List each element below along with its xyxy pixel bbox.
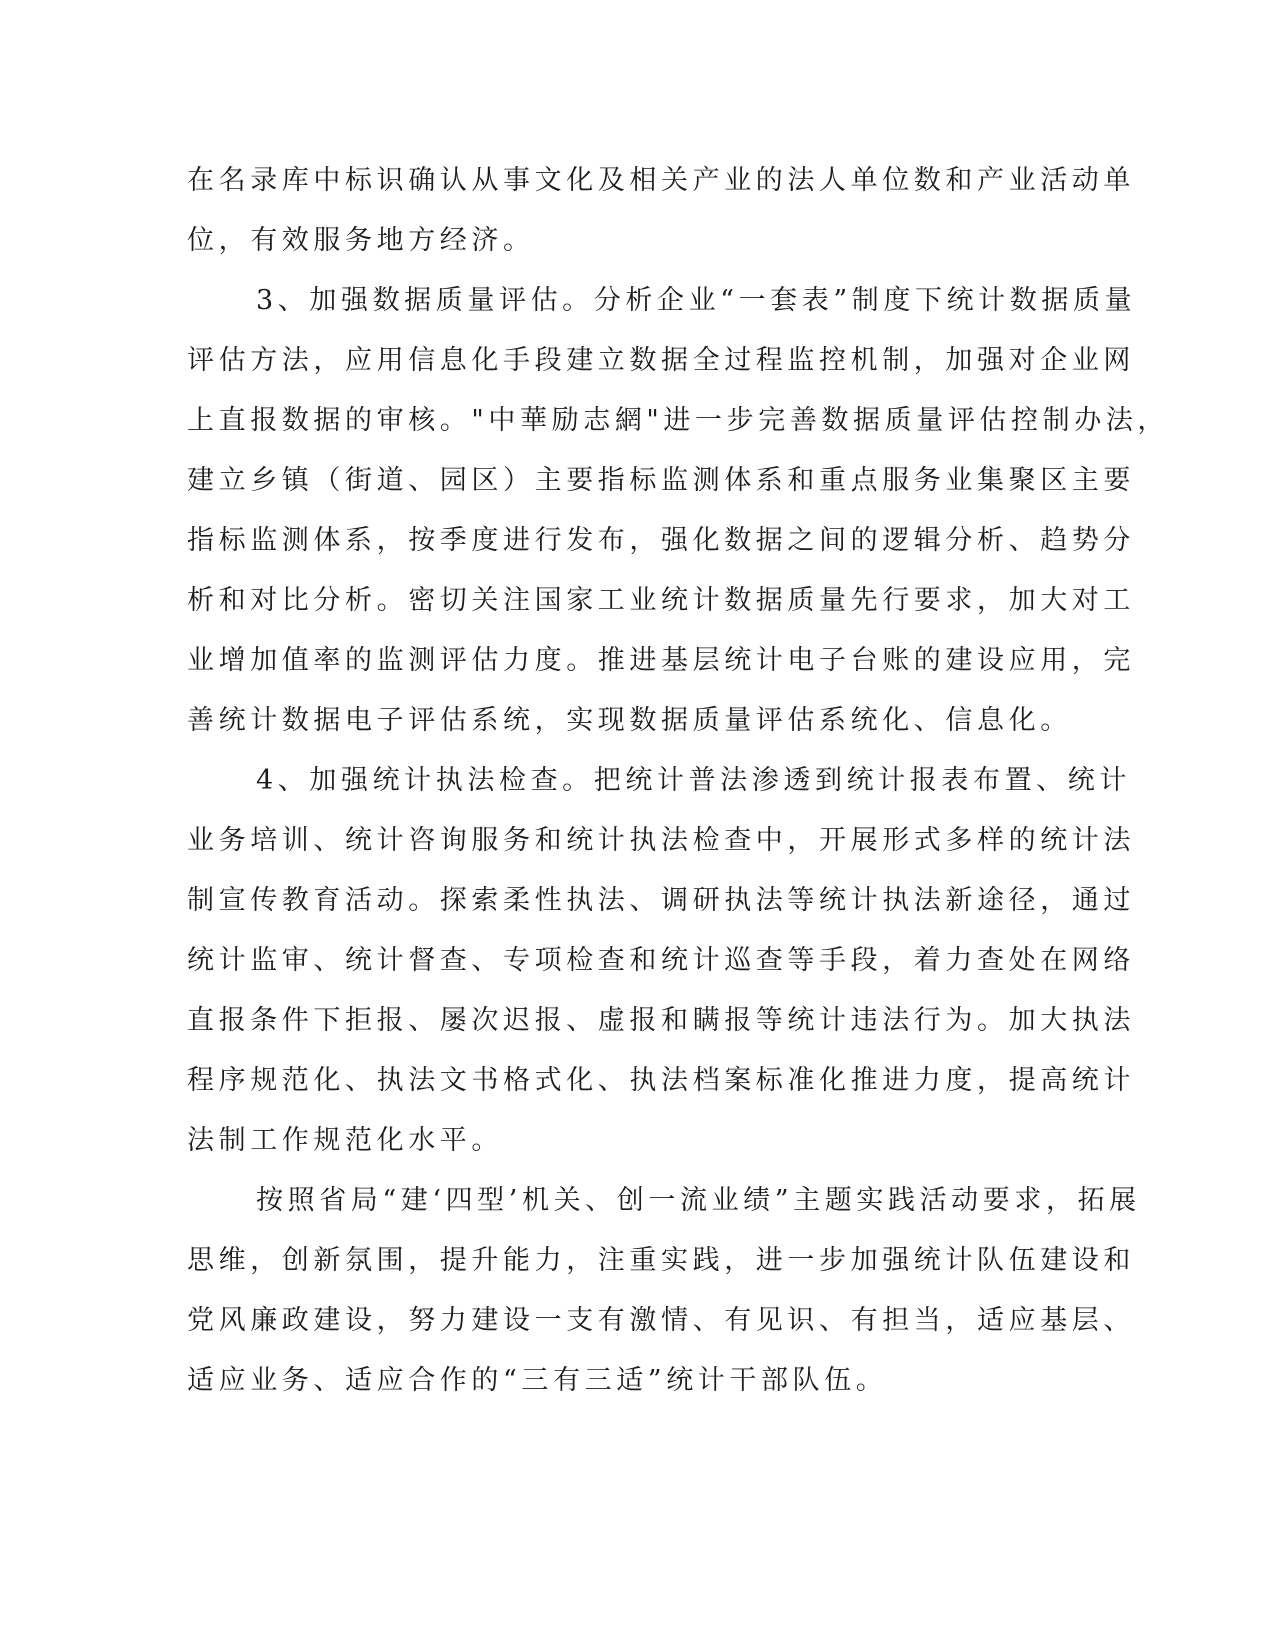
text-line: 业务培训、统计咨询服务和统计执法检查中，开展形式多样的统计法	[187, 825, 1135, 856]
text-line: 指标监测体系，按季度进行发布，强化数据之间的逻辑分析、趋势分	[187, 525, 1135, 556]
text-line: 位，有效服务地方经济。	[187, 225, 535, 256]
text-line: 适应业务、适应合作的“三有三适”统计干部队伍。	[187, 1365, 888, 1396]
text-line: 法制工作规范化水平。	[187, 1125, 503, 1156]
text-line: 统计监审、统计督查、专项检查和统计巡查等手段，着力查处在网络	[187, 945, 1135, 976]
text-line: 上直报数据的审核。"中華励志網"进一步完善数据质量评估控制办法，	[187, 405, 1170, 436]
text-line: 制宣传教育活动。探索柔性执法、调研执法等统计执法新途径，通过	[187, 885, 1135, 916]
paragraph-4-heading-line: 4、加强统计执法检查。把统计普法渗透到统计报表布置、统计	[256, 765, 1131, 796]
text-line: 善统计数据电子评估系统，实现数据质量评估系统化、信息化。	[187, 705, 1072, 736]
text-line: 直报条件下拒报、屡次迟报、虚报和瞒报等统计违法行为。加大执法	[187, 1005, 1135, 1036]
text-line: 建立乡镇（街道、园区）主要指标监测体系和重点服务业集聚区主要	[187, 465, 1135, 496]
text-line: 程序规范化、执法文书格式化、执法档案标准化推进力度，提高统计	[187, 1065, 1135, 1096]
paragraph-3-heading-line: 3、加强数据质量评估。分析企业“一套表”制度下统计数据质量	[256, 285, 1137, 316]
text-line: 评估方法，应用信息化手段建立数据全过程监控机制，加强对企业网	[187, 345, 1135, 376]
text-line: 在名录库中标识确认从事文化及相关产业的法人单位数和产业活动单	[187, 165, 1135, 196]
text-line: 思维，创新氛围，提升能力，注重实践，进一步加强统计队伍建设和	[187, 1245, 1135, 1276]
closing-paragraph-line: 按照省局“建‘四型’机关、创一流业绩”主题实践活动要求，拓展	[256, 1185, 1141, 1216]
text-line: 党风廉政建设，努力建设一支有激情、有见识、有担当，适应基层、	[187, 1305, 1135, 1336]
text-line: 析和对比分析。密切关注国家工业统计数据质量先行要求，加大对工	[187, 585, 1135, 616]
text-line: 业增加值率的监测评估力度。推进基层统计电子台账的建设应用，完	[187, 645, 1135, 676]
